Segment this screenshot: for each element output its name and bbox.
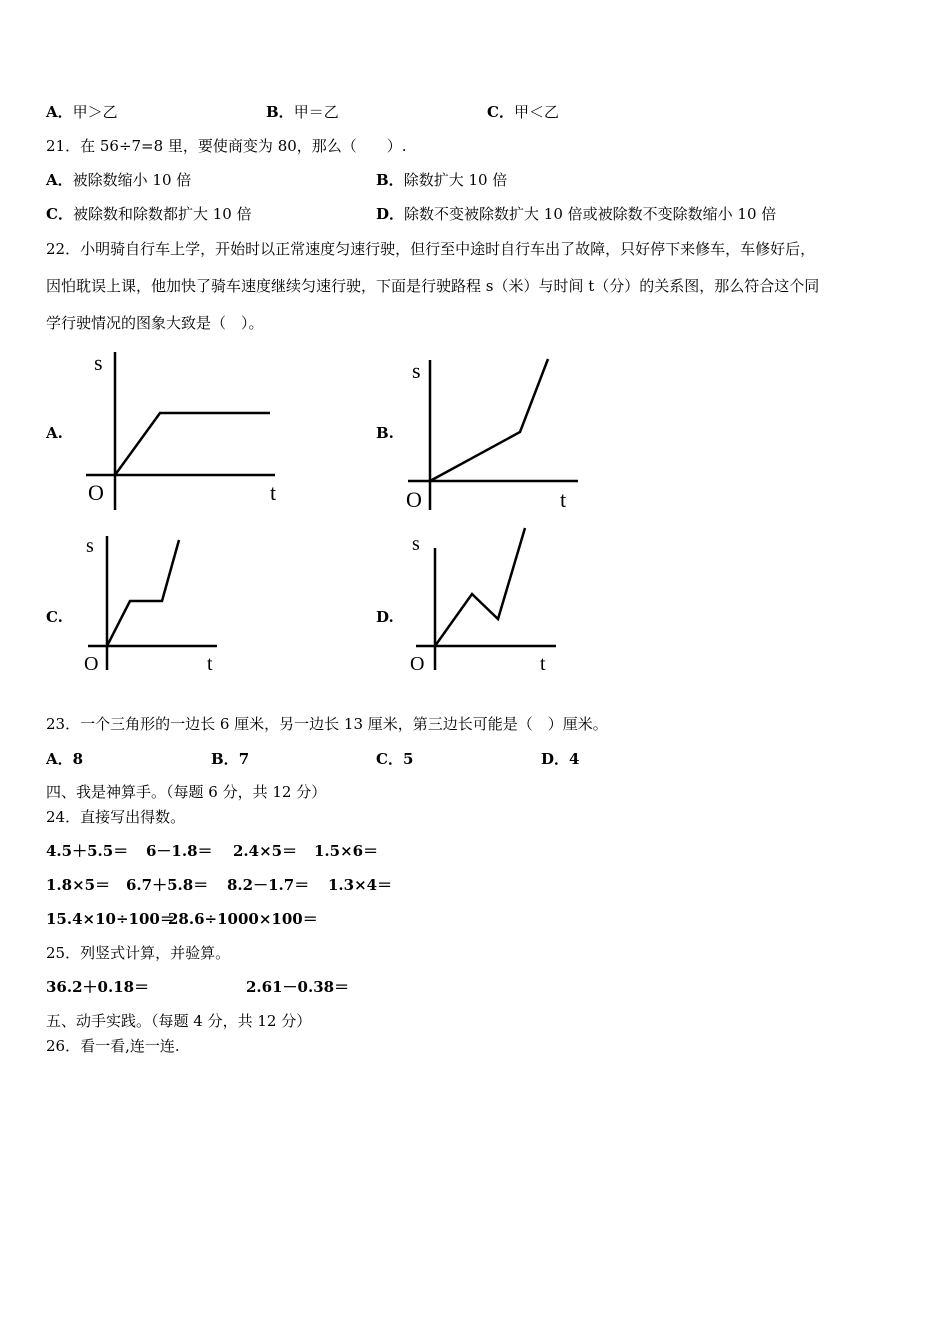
q23-option-a [46,749,83,769]
graph-d-t-label: t [540,653,546,675]
q24-row3-item-1: 15.4×10÷100＝ [46,910,175,928]
q23-option-c-text: 5 [402,750,414,768]
q24-row1-item-3: 2.4×5＝ [233,842,298,860]
graph-c-curve [107,540,179,646]
q21-option-a-key: A． [46,171,73,189]
q20-option-a [46,102,118,122]
q21-option-a-text: 被除数缩小 10 倍 [72,171,192,189]
graph-b-curve [430,359,548,481]
q26-stem: 26．看一看,连一连. [46,1037,180,1055]
q24-row2-item-2: 6.7＋5.8＝ [126,876,209,894]
graph-d [408,522,558,674]
q20-option-c [487,102,559,122]
graph-c [82,532,227,674]
graph-a [80,348,290,518]
graph-b-t-label: t [560,487,567,512]
q23-option-a-text: 8 [72,750,84,768]
graph-d-s-label: s [412,533,420,555]
q20-option-a-text: 甲＞乙 [72,103,118,121]
q24-row1-item-4: 1.5×6＝ [314,842,379,860]
graph-c-t-label: t [207,653,213,675]
q21-option-d [376,204,776,224]
q22-option-c-key: C. [46,608,63,626]
q20-option-b-text: 甲＝乙 [293,103,339,121]
q22-option-b-key: B. [376,424,394,442]
q24-row2-item-3: 8.2－1.7＝ [227,876,310,894]
q21-option-d-text: 除数不变被除数扩大 10 倍或被除数不变除数缩小 10 倍 [404,205,777,223]
q21-option-b [376,170,507,190]
graph-a-origin-label: O [88,480,104,505]
q23-option-b-key: B． [211,750,239,768]
q23-option-b-text: 7 [238,750,250,768]
q23-option-d-text: 4 [569,750,580,768]
graph-c-s-label: s [86,535,94,557]
q24-row2-item-1: 1.8×5＝ [46,876,111,894]
q22-stem-line-1: 22．小明骑自行车上学，开始时以正常速度匀速行驶，但行至中途时自行车出了故障，只好停下来修车，车修好后， [46,240,816,258]
q22-option-a-key: A. [46,424,63,442]
q24-row3-item-2: 28.6÷1000×100＝ [168,910,318,928]
q23-option-a-key: A． [46,750,73,768]
graph-c-origin-label: O [84,653,99,675]
q21-option-c [46,204,252,224]
q21-option-b-key: B． [376,171,404,189]
graph-a-curve [115,413,270,475]
q21-option-c-text: 被除数和除数都扩大 10 倍 [72,205,252,223]
section-4-title: 四、我是神算手。（每题 6 分，共 12 分） [46,783,327,801]
graph-b [400,355,585,515]
graph-a-t-label: t [270,480,277,505]
q23-option-c-key: C． [376,750,403,768]
graph-d-origin-label: O [410,653,425,675]
graph-d-curve [435,528,525,646]
q21-option-b-text: 除数扩大 10 倍 [403,171,508,189]
q20-option-a-key: A． [46,103,73,121]
q23-option-b [211,749,249,769]
graph-b-origin-label: O [406,487,422,512]
q24-row1-item-2: 6－1.8＝ [146,842,213,860]
q20-option-c-text: 甲＜乙 [513,103,559,121]
graph-b-s-label: s [412,358,421,383]
q21-option-c-key: C． [46,205,73,223]
q22-option-d-key: D. [376,608,394,626]
q23-option-d-key: D． [541,750,570,768]
q21-stem: 21．在 56÷7=8 里，要使商变为 80，那么（ ）. [46,137,407,155]
q20-option-b-key: B． [266,103,294,121]
q25-item-2: 2.61－0.38＝ [246,978,350,996]
q20-option-b [266,102,339,122]
q22-stem-line-3: 学行驶情况的图象大致是（ ）。 [46,314,264,332]
section-5-title: 五、动手实践。（每题 4 分，共 12 分） [46,1012,312,1030]
q21-option-a [46,170,191,190]
q24-stem: 24．直接写出得数。 [46,808,186,826]
q25-item-1: 36.2＋0.18＝ [46,978,150,996]
q22-stem-line-2: 因怕耽误上课，他加快了骑车速度继续匀速行驶，下面是行驶路程 s（米）与时间 t（分）的关系图，那么符合这个同 [46,277,820,295]
q25-stem: 25．列竖式计算，并验算。 [46,944,231,962]
q21-option-d-key: D． [376,205,405,223]
q24-row2-item-4: 1.3×4＝ [328,876,393,894]
graph-a-s-label: s [94,350,103,375]
q23-option-d [541,749,579,769]
q20-option-c-key: C． [487,103,514,121]
q23-option-c [376,749,413,769]
q24-row1-item-1: 4.5＋5.5＝ [46,842,129,860]
q23-stem: 23．一个三角形的一边长 6 厘米，另一边长 13 厘米，第三边长可能是（ ）厘米。 [46,715,608,733]
